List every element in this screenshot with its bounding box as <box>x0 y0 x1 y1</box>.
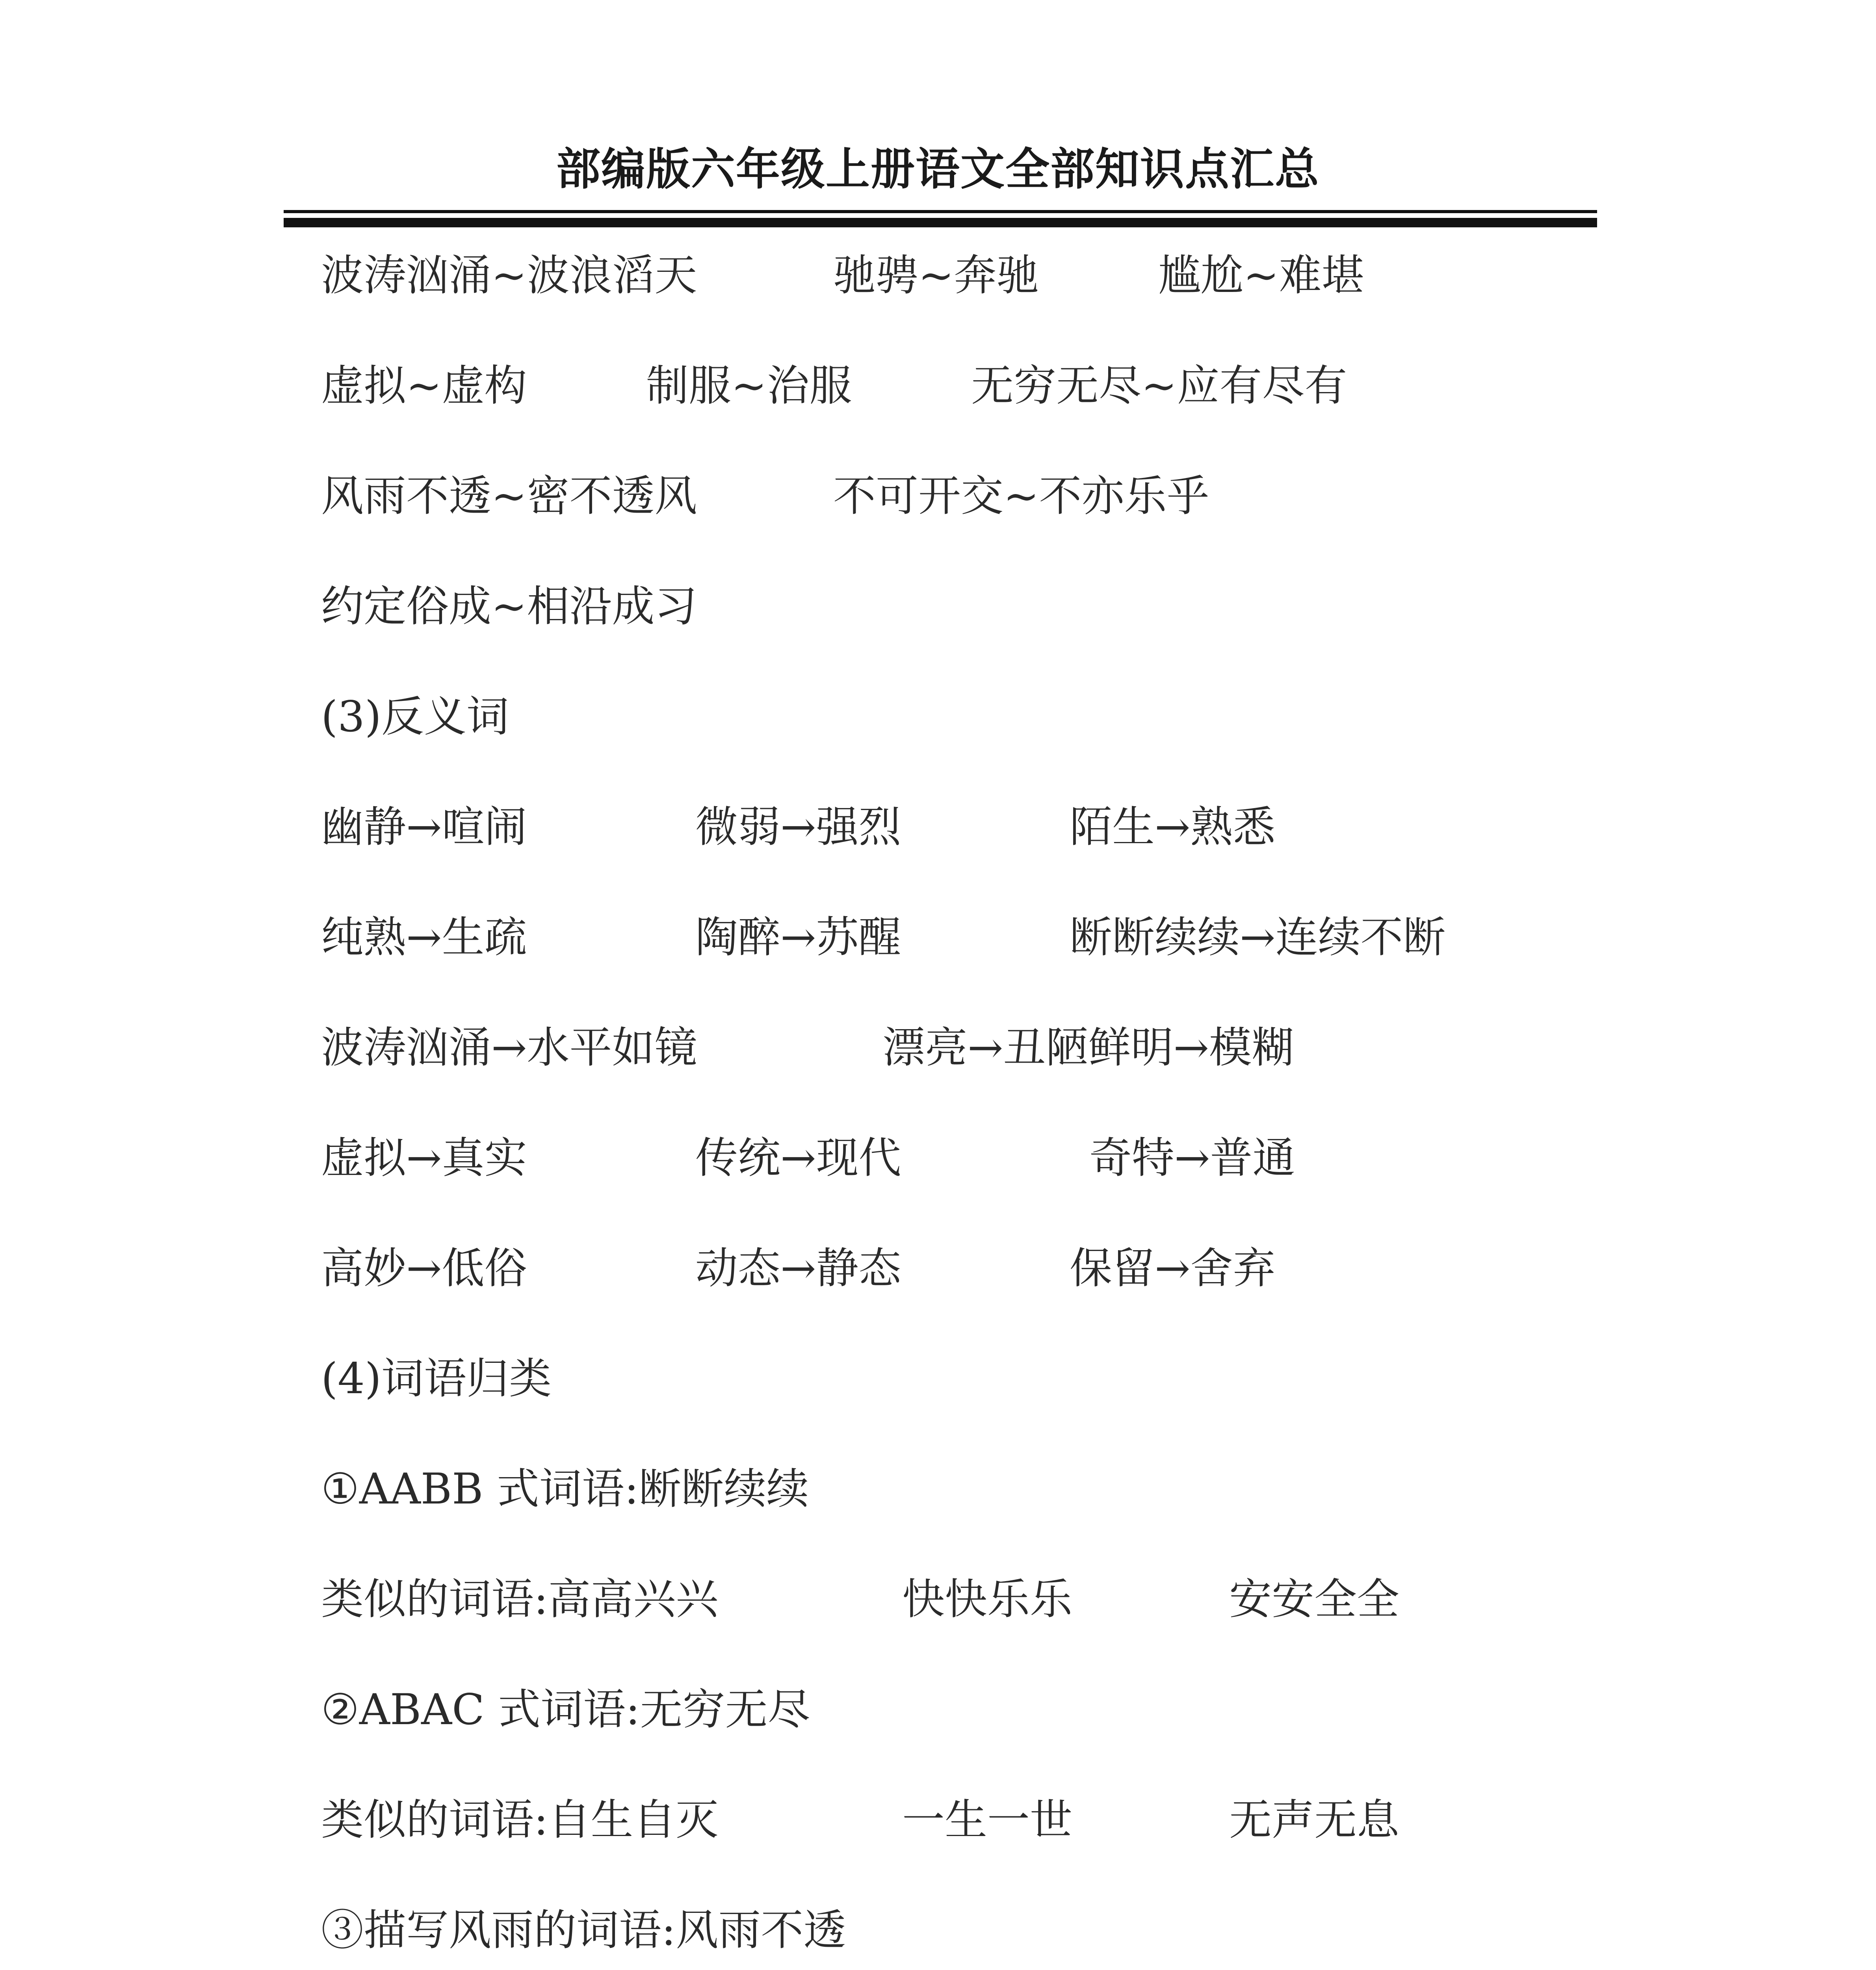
similar-words: 安安全全 <box>1229 1575 1400 1624</box>
synonym-line-3 <box>0 465 1876 528</box>
word-pair: 波涛汹涌~波浪滔天 <box>321 251 697 300</box>
word-pair: 驰骋~奔驰 <box>833 251 1039 300</box>
word-pair: 保留→舍弃 <box>1070 1244 1276 1293</box>
word-pair: 约定俗成~相沿成习 <box>321 582 697 631</box>
word-pair: 不可开交~不亦乐乎 <box>833 472 1209 521</box>
word-pair: 微弱→强烈 <box>695 803 901 852</box>
section-heading-antonyms <box>0 686 1876 749</box>
similar-words-line-2 <box>0 1789 1876 1852</box>
antonym-line-1 <box>0 796 1876 859</box>
word-pair: 动态→静态 <box>695 1244 901 1293</box>
word-pair: 虚拟→真实 <box>321 1134 527 1183</box>
category-wind-rain <box>0 1899 1876 1962</box>
word-pair: 高妙→低俗 <box>321 1244 527 1293</box>
section-heading-classification <box>0 1347 1876 1411</box>
synonym-line-1 <box>0 244 1876 307</box>
word-pair: 制服~治服 <box>646 361 852 411</box>
antonym-line-5 <box>0 1237 1876 1300</box>
word-pair: 尴尬~难堪 <box>1158 251 1364 300</box>
word-pair: 奇特→普通 <box>1089 1134 1295 1183</box>
word-pair: 陶醉→苏醒 <box>695 913 901 962</box>
similar-words: 类似的词语:高高兴兴 <box>321 1575 719 1624</box>
similar-words: 快快乐乐 <box>902 1575 1073 1624</box>
antonym-line-3 <box>0 1017 1876 1080</box>
word-pair: 风雨不透~密不透风 <box>321 472 697 521</box>
category-aabb <box>0 1458 1876 1521</box>
similar-words: 无声无息 <box>1229 1795 1400 1845</box>
word-pair: 漂亮→丑陋鲜明→模糊 <box>882 1023 1294 1072</box>
word-pair: 断断续续→连续不断 <box>1070 913 1446 962</box>
synonym-line-2 <box>0 355 1876 418</box>
antonym-line-4 <box>0 1127 1876 1190</box>
word-pair: 陌生→熟悉 <box>1070 803 1276 852</box>
similar-words: 类似的词语:自生自灭 <box>321 1795 719 1845</box>
section-heading: (4)词语归类 <box>321 1354 552 1403</box>
category-title: ②ABAC 式词语:无穷无尽 <box>321 1685 810 1734</box>
word-pair: 纯熟→生疏 <box>321 913 527 962</box>
word-pair: 波涛汹涌→水平如镜 <box>321 1023 697 1072</box>
similar-words-line-1 <box>0 1568 1876 1631</box>
word-pair: 传统→现代 <box>695 1134 901 1183</box>
category-abac <box>0 1678 1876 1741</box>
synonym-line-4 <box>0 575 1876 638</box>
word-pair: 无穷无尽~应有尽有 <box>971 361 1347 411</box>
category-title: ①AABB 式词语:断断续续 <box>321 1464 809 1514</box>
section-heading: (3)反义词 <box>321 692 509 742</box>
header-rule-thin <box>284 210 1597 213</box>
category-title: ③描写风雨的词语:风雨不透 <box>321 1906 846 1955</box>
word-pair: 虚拟~虚构 <box>321 361 527 411</box>
antonym-line-2 <box>0 906 1876 969</box>
similar-words: 一生一世 <box>902 1795 1073 1845</box>
page-title: 部编版六年级上册语文全部知识点汇总 <box>556 143 1320 195</box>
word-pair: 幽静→喧闹 <box>321 803 527 852</box>
header-rule-thick <box>284 218 1597 227</box>
